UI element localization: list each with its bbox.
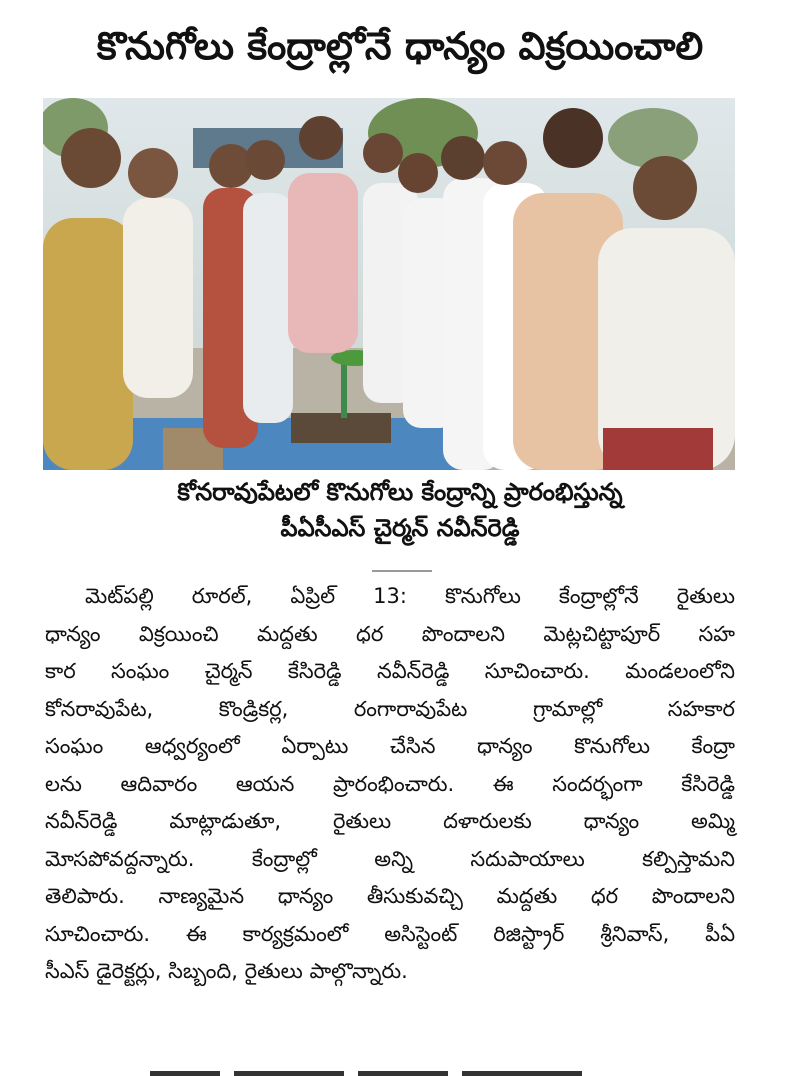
divider bbox=[372, 570, 432, 572]
body-line: కార సంఘం చైర్మన్ కేసిరెడ్డి నవీన్‌రెడ్డి సూచించారు. మండలంలోని bbox=[45, 659, 735, 683]
caption-line: కోనరావుపేటలో కొనుగోలు కేంద్రాన్ని ప్రారంభిస్తున్న bbox=[177, 478, 623, 506]
body-line: మోసపోవద్దన్నారు. కేంద్రాల్లో అన్ని సదుపాయాలు కల్పిస్తామని bbox=[45, 846, 735, 871]
body-line: సూచించారు. ఈ కార్యక్రమంలో అసిస్టెంట్ రిజిస్ట్రార్ శ్రీనివాస్, పీఏ bbox=[45, 921, 735, 946]
body-line: సంఘం ఆధ్వర్యంలో ఏర్పాటు చేసిన ధాన్యం కొనుగోలు కేంద్రా bbox=[45, 734, 735, 758]
body-line: మెట్‌పల్లి రూరల్, ఏప్రిల్ 13: కొనుగోలు కేంద్రాల్లోనే రైతులు bbox=[85, 584, 735, 608]
article-body bbox=[45, 578, 735, 991]
photo-caption bbox=[0, 474, 800, 546]
body-line: లను ఆదివారం ఆయన ప్రారంభించారు. ఈ సందర్భంగా కేసిరెడ్డి bbox=[45, 771, 735, 796]
photo-ribbon-cutting-illustration bbox=[43, 98, 735, 470]
article-headline: కొనుగోలు కేంద్రాల్లోనే ధాన్యం విక్రయించాలి bbox=[96, 24, 704, 68]
body-line: కోనరావుపేట, కొండ్రికర్ల, రంగారావుపేట గ్రామాల్లో సహకార bbox=[45, 696, 735, 721]
body-line: ధాన్యం విక్రయించి మద్దతు ధర పొందాలని మెట్లచిట్టాపూర్ సహ bbox=[45, 621, 735, 646]
body-line: సీఎస్ డైరెక్టర్లు, సిబ్బంది, రైతులు పాల్గొన్నారు. bbox=[45, 959, 408, 983]
body-line: తెలిపారు. నాణ్యమైన ధాన్యం తీసుకువచ్చి మద్దతు ధర పొందాలని bbox=[45, 884, 735, 908]
body-line: నవీన్‌రెడ్డి మాట్లాడుతూ, రైతులు దళారులకు ధాన్యం అమ్మి bbox=[45, 809, 735, 833]
news-photo bbox=[43, 98, 735, 470]
caption-line: పీఏసీఎస్ చైర్మన్ నవీన్‌రెడ్డి bbox=[280, 514, 520, 542]
